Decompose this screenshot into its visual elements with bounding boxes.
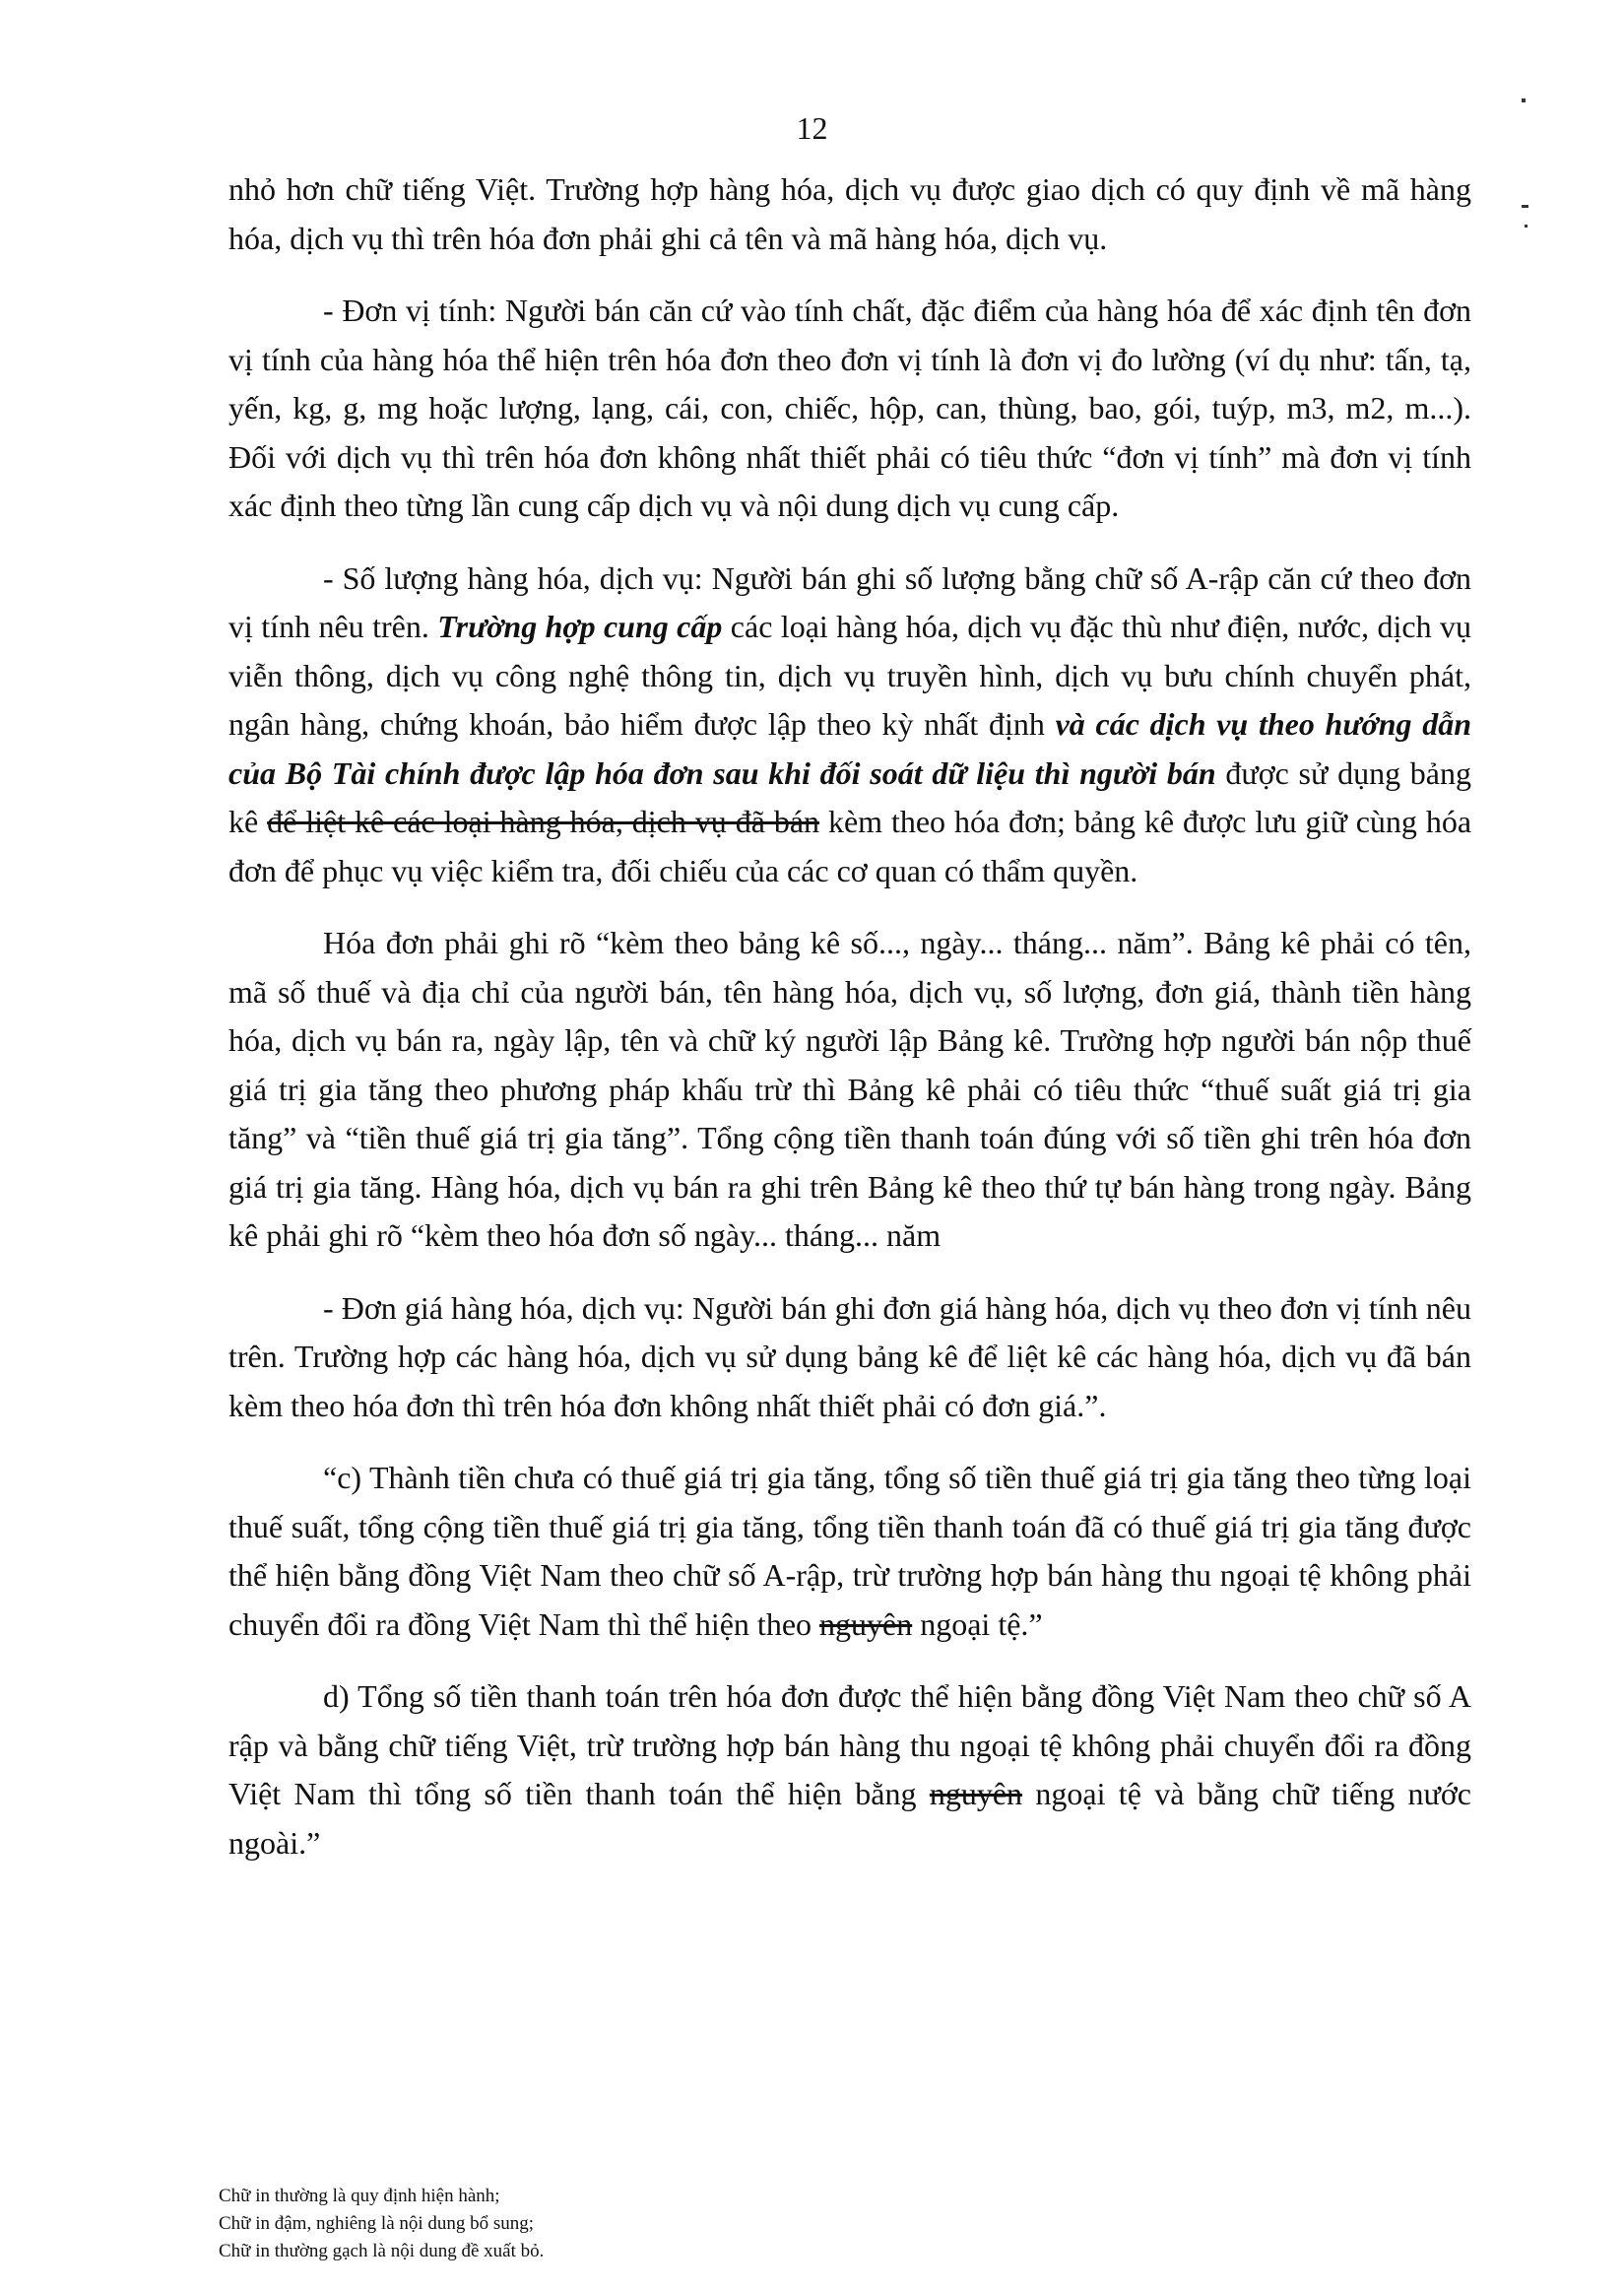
text-run: kèm theo hóa đơn; bảng kê được lưu giữ cùng hóa đơn để phục vụ việc kiểm tra, đối chiếu của các cơ quan có thẩm quyền. [228,804,1472,888]
text-run: - Số lượng hàng hóa, dịch vụ: Người bán ghi số lượng bằng chữ số A-rập căn cứ theo đơn vị tính nêu trên. [228,559,1471,644]
removed-text: để liệt kê các loại hàng hóa, dịch vụ đã bán [267,804,820,839]
text-run: ngoại tệ và bằng chữ tiếng nước ngoài.” [228,1776,1472,1861]
text-run: được sử dụng bảng kê [228,754,1471,839]
paragraph-unit: - Đơn vị tính: Người bán căn cứ vào tính chất, đặc điểm của hàng hóa để xác định tên đơn vị tính của hàng hóa thể hiện trên hóa đơn theo đơn vị tính là đơn vị đo lường (ví dụ như: tấn, tạ, yến, kg, g, mg hoặc lượng, lạng, cái, con, chiếc, hộp, can, thùng, bao, gói, tuýp, m3, m2, m...). Đối với dịch vụ thì trên hóa đơn không nhất thiết phải có tiêu thức “đơn vị tính” mà đơn vị tính xác định theo từng lần cung cấp dịch vụ và nội dung dịch vụ cung cấp. [228,293,1471,523]
text-run: các loại hàng hóa, dịch vụ đặc thù như điện, nước, dịch vụ viễn thông, dịch vụ công nghệ thông tin, dịch vụ truyền hình, dịch vụ bưu chính chuyển phát, ngân hàng, chứng khoán, bảo hiểm được lập theo kỳ nhất định [228,609,1472,742]
scan-mark [1525,225,1527,228]
added-text: và các dịch vụ theo hướng dẫn của Bộ Tài chính được lập hóa đơn sau khi đối soát dữ liệu thì người bán [228,706,1472,791]
paragraph-unit-price: - Đơn giá hàng hóa, dịch vụ: Người bán ghi đơn giá hàng hóa, dịch vụ theo đơn vị tính nêu trên. Trường hợp các hàng hóa, dịch vụ sử dụng bảng kê để liệt kê các hàng hóa, dịch vụ đã bán kèm theo hóa đơn thì trên hóa đơn không nhất thiết phải có đơn giá.”. [228,1289,1471,1423]
text-run: “c) Thành tiền chưa có thuế giá trị gia tăng, tổng số tiền thuế giá trị gia tăng theo từng loại thuế suất, tổng cộng tiền thuế giá trị gia tăng, tổng tiền thanh toán đã có thuế giá trị gia tăng được thể hiện bằng đồng Việt Nam theo chữ số A-rập, trừ trường hợp bán hàng thu ngoại tệ không phải chuyển đổi ra đồng Việt Nam thì thể hiện theo [228,1460,1471,1642]
paragraph-statement: Hóa đơn phải ghi rõ “kèm theo bảng kê số..., ngày... tháng... năm”. Bảng kê phải có tên, mã số thuế và địa chỉ của người bán, tên hàng hóa, dịch vụ, số lượng, đơn giá, thành tiền hàng hóa, dịch vụ bán ra, ngày lập, tên và chữ ký người lập Bảng kê. Trường hợp người bán nộp thuế giá trị gia tăng theo phương pháp khấu trừ thì Bảng kê phải có tiêu thức “thuế suất giá trị gia tăng” và “tiền thuế giá trị gia tăng”. Tổng cộng tiền thanh toán đúng với số tiền ghi trên hóa đơn giá trị gia tăng. Hàng hóa, dịch vụ bán ra ghi trên Bảng kê theo thứ tự bán hàng trong ngày. Bảng kê phải ghi rõ “kèm theo hóa đơn số ngày... tháng... năm [228,925,1471,1253]
scan-mark [1522,205,1528,208]
paragraph-continuation: nhỏ hơn chữ tiếng Việt. Trường hợp hàng hóa, dịch vụ được giao dịch có quy định về mã hàng hóa, dịch vụ thì trên hóa đơn phải ghi cả tên và mã hàng hóa, dịch vụ. [228,171,1471,256]
page-number: 12 [796,110,828,146]
legend [219,2183,544,2265]
scan-mark [1522,98,1526,102]
document-body [228,165,1471,1891]
paragraph-item-c [228,1454,1471,1649]
paragraph-item-d [228,1672,1471,1867]
legend-item-regular: Chữ in thường là quy định hiện hành; [219,2186,500,2206]
legend-item-removed: Chữ in thường gạch là nội dung đề xuất bỏ. [219,2241,545,2261]
removed-text: nguyên [929,1776,1023,1811]
text-run: d) Tổng số tiền thanh toán trên hóa đơn được thể hiện bằng đồng Việt Nam theo chữ số A rập và bằng chữ tiếng Việt, trừ trường hợp bán hàng thu ngoại tệ không phải chuyển đổi ra đồng Việt Nam thì tổng số tiền thanh toán thể hiện bằng [228,1678,1471,1811]
paragraph-quantity [228,555,1471,896]
legend-item-added: Chữ in đậm, nghiêng là nội dung bổ sung; [219,2213,535,2234]
added-text: Trường hợp cung cấp [437,609,723,644]
text-run: ngoại tệ.” [912,1605,1043,1642]
removed-text: nguyên [819,1605,913,1642]
